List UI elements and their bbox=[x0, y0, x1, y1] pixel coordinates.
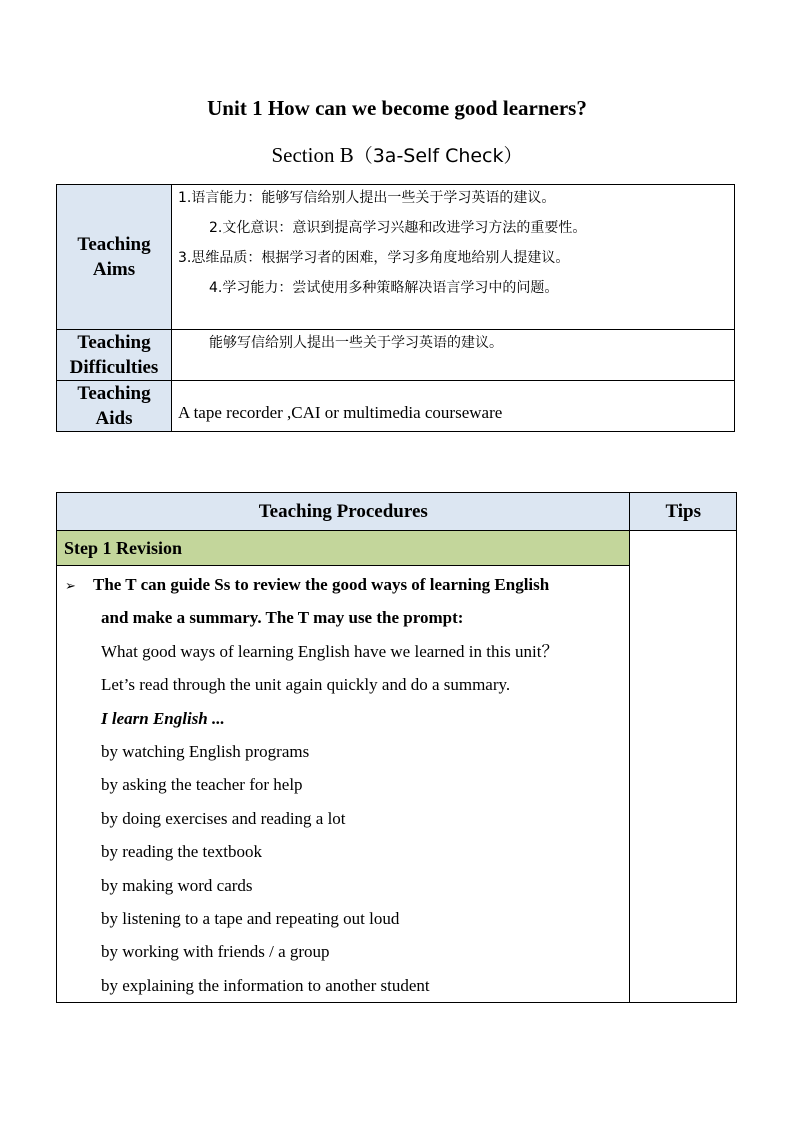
tips-cell bbox=[630, 531, 737, 1003]
aim-item: 2.文化意识：意识到提高学习兴趣和改进学习方法的重要性。 bbox=[209, 220, 587, 236]
section-name: Section B bbox=[271, 143, 354, 167]
list-item: by explaining the information to another student bbox=[101, 975, 430, 995]
bullet-arrow-icon: ➢ bbox=[65, 579, 76, 594]
aids-content bbox=[172, 381, 735, 432]
aim-item: 3.思维品质：根据学习者的困难，学习多角度地给别人提建议。 bbox=[178, 250, 570, 266]
list-item: I learn English ... bbox=[101, 708, 225, 728]
step1-content bbox=[57, 566, 630, 1003]
list-item: by making word cards bbox=[101, 875, 253, 895]
aids-text: A tape recorder ,CAI or multimedia courseware bbox=[178, 403, 503, 422]
procedures-table bbox=[56, 492, 737, 1003]
list-item: by watching English programs bbox=[101, 741, 310, 761]
step1-row bbox=[57, 531, 737, 566]
aids-label: Teaching Aids bbox=[57, 381, 172, 432]
page-title: Unit 1 How can we become good learners? bbox=[207, 96, 587, 120]
aims-row bbox=[57, 185, 735, 330]
aim-item: 1.语言能力：能够写信给别人提出一些关于学习英语的建议。 bbox=[178, 190, 556, 206]
teaching-info-table bbox=[56, 184, 735, 432]
list-item: ➢ The T can guide Ss to review the good ways of learning English bbox=[57, 568, 629, 601]
list-item: by asking the teacher for help bbox=[101, 775, 303, 795]
list-item: by doing exercises and reading a lot bbox=[101, 808, 346, 828]
aim-item: 4.学习能力：尝试使用多种策略解决语言学习中的问题。 bbox=[209, 280, 559, 296]
difficulties-row bbox=[57, 330, 735, 381]
difficulties-label: Teaching Difficulties bbox=[57, 330, 172, 381]
list-item: What good ways of learning English have we learned in this unit？ bbox=[101, 641, 559, 661]
list-item: by reading the textbook bbox=[101, 842, 262, 862]
list-item: and make a summary. The T may use the prompt: bbox=[101, 608, 464, 628]
difficulties-content bbox=[172, 330, 735, 381]
list-item: Let’s read through the unit again quickly and do a summary. bbox=[101, 675, 511, 695]
step1-title: Step 1 Revision bbox=[57, 531, 630, 566]
aims-content bbox=[172, 185, 735, 330]
aims-label: Teaching Aims bbox=[57, 185, 172, 330]
list-item: by working with friends / a group bbox=[101, 942, 330, 962]
procedures-header-row bbox=[57, 493, 737, 531]
procedures-header: Teaching Procedures bbox=[57, 493, 630, 531]
aids-row bbox=[57, 381, 735, 432]
section-subtitle bbox=[0, 141, 794, 168]
section-range: （3a-Self Check） bbox=[353, 145, 523, 167]
list-item: by listening to a tape and repeating out loud bbox=[101, 908, 400, 928]
difficulties-text: 能够写信给别人提出一些关于学习英语的建议。 bbox=[209, 335, 503, 351]
tips-header: Tips bbox=[630, 493, 737, 531]
